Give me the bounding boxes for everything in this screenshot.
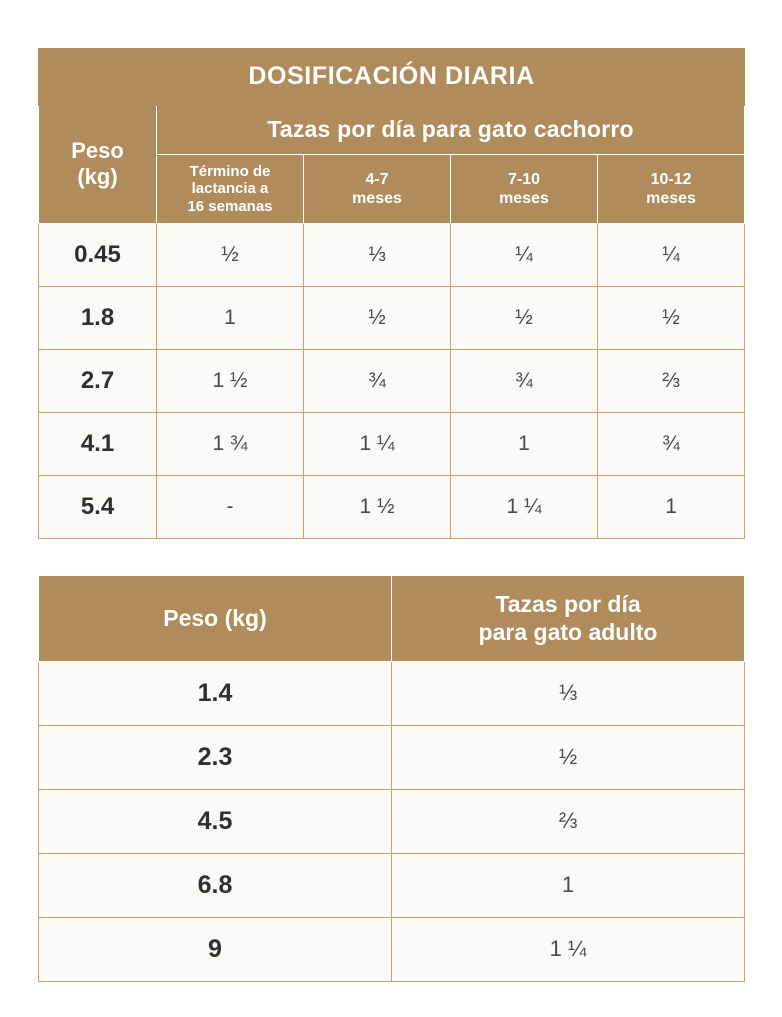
table-row <box>39 917 745 981</box>
kitten-cups-1-3: ½ <box>598 286 745 349</box>
adult-cups-header-line2: para gato adulto <box>478 618 658 645</box>
adult-weight-1: 2.3 <box>39 725 392 789</box>
kitten-weight-4: 5.4 <box>39 475 157 538</box>
kitten-cups-0-2: ¼ <box>451 223 598 286</box>
adult-cups-2: ⅔ <box>392 789 745 853</box>
kitten-cups-2-3: ⅔ <box>598 349 745 412</box>
kitten-cups-4-2: 1 ¼ <box>451 475 598 538</box>
kitten-dosage-table <box>38 48 745 539</box>
table-row <box>39 475 745 538</box>
kitten-cups-3-2: 1 <box>451 412 598 475</box>
kitten-subheader-0 <box>157 155 304 224</box>
kitten-weight-header-line2: (kg) <box>77 164 118 190</box>
kitten-weight-1: 1.8 <box>39 286 157 349</box>
table-row <box>39 789 745 853</box>
table-row <box>39 412 745 475</box>
adult-cups-1: ½ <box>392 725 745 789</box>
kitten-cups-0-3: ¼ <box>598 223 745 286</box>
adult-cups-4: 1 ¼ <box>392 917 745 981</box>
kitten-cups-0-1: ⅓ <box>304 223 451 286</box>
kitten-subheader-3 <box>598 155 745 224</box>
table-spacer <box>38 539 744 575</box>
table-row <box>39 725 745 789</box>
adult-dosage-table <box>38 575 745 982</box>
adult-header-row <box>39 575 745 661</box>
kitten-subheader-3-line1: 10-12 <box>650 170 692 188</box>
kitten-weight-3: 4.1 <box>39 412 157 475</box>
page-title: DOSIFICACIÓN DIARIA <box>39 49 745 106</box>
kitten-subheader-2 <box>451 155 598 224</box>
table-row <box>39 349 745 412</box>
kitten-cups-0-0: ½ <box>157 223 304 286</box>
table-row <box>39 853 745 917</box>
adult-cups-0: ⅓ <box>392 661 745 725</box>
kitten-subheader-1-line2: meses <box>352 189 402 207</box>
kitten-header-row-1 <box>39 106 745 155</box>
kitten-subheader-0-line1: Término de <box>189 163 271 180</box>
table-row <box>39 661 745 725</box>
adult-cups-header-line1: Tazas por día <box>495 590 641 617</box>
adult-weight-3: 6.8 <box>39 853 392 917</box>
kitten-cups-1-0: 1 <box>157 286 304 349</box>
kitten-span-header: Tazas por día para gato cachorro <box>157 106 745 155</box>
kitten-cups-2-2: ¾ <box>451 349 598 412</box>
table-row <box>39 223 745 286</box>
kitten-cups-4-1: 1 ½ <box>304 475 451 538</box>
adult-cups-header <box>392 575 745 661</box>
kitten-cups-3-1: 1 ¼ <box>304 412 451 475</box>
kitten-cups-3-0: 1 ¾ <box>157 412 304 475</box>
kitten-cups-2-1: ¾ <box>304 349 451 412</box>
kitten-subheader-0-line2: lactancia a <box>191 180 269 198</box>
kitten-subheader-3-line2: meses <box>646 189 696 207</box>
adult-weight-2: 4.5 <box>39 789 392 853</box>
kitten-subheader-2-line2: meses <box>499 189 549 207</box>
table-row <box>39 286 745 349</box>
kitten-weight-0: 0.45 <box>39 223 157 286</box>
kitten-subheader-2-line1: 7-10 <box>507 170 541 188</box>
kitten-cups-4-3: 1 <box>598 475 745 538</box>
kitten-subheader-1 <box>304 155 451 224</box>
kitten-cups-1-2: ½ <box>451 286 598 349</box>
kitten-weight-2: 2.7 <box>39 349 157 412</box>
kitten-cups-1-1: ½ <box>304 286 451 349</box>
kitten-cups-2-0: 1 ½ <box>157 349 304 412</box>
adult-weight-4: 9 <box>39 917 392 981</box>
adult-cups-3: 1 <box>392 853 745 917</box>
kitten-subheader-0-line3: 16 semanas <box>187 197 273 215</box>
kitten-subheader-1-line1: 4-7 <box>365 170 389 188</box>
kitten-weight-header-line1: Peso <box>71 138 124 164</box>
table-title-row <box>39 49 745 106</box>
kitten-weight-header <box>39 106 157 224</box>
kitten-cups-3-3: ¾ <box>598 412 745 475</box>
adult-weight-0: 1.4 <box>39 661 392 725</box>
kitten-cups-4-0: - <box>157 475 304 538</box>
adult-weight-header: Peso (kg) <box>39 575 392 661</box>
